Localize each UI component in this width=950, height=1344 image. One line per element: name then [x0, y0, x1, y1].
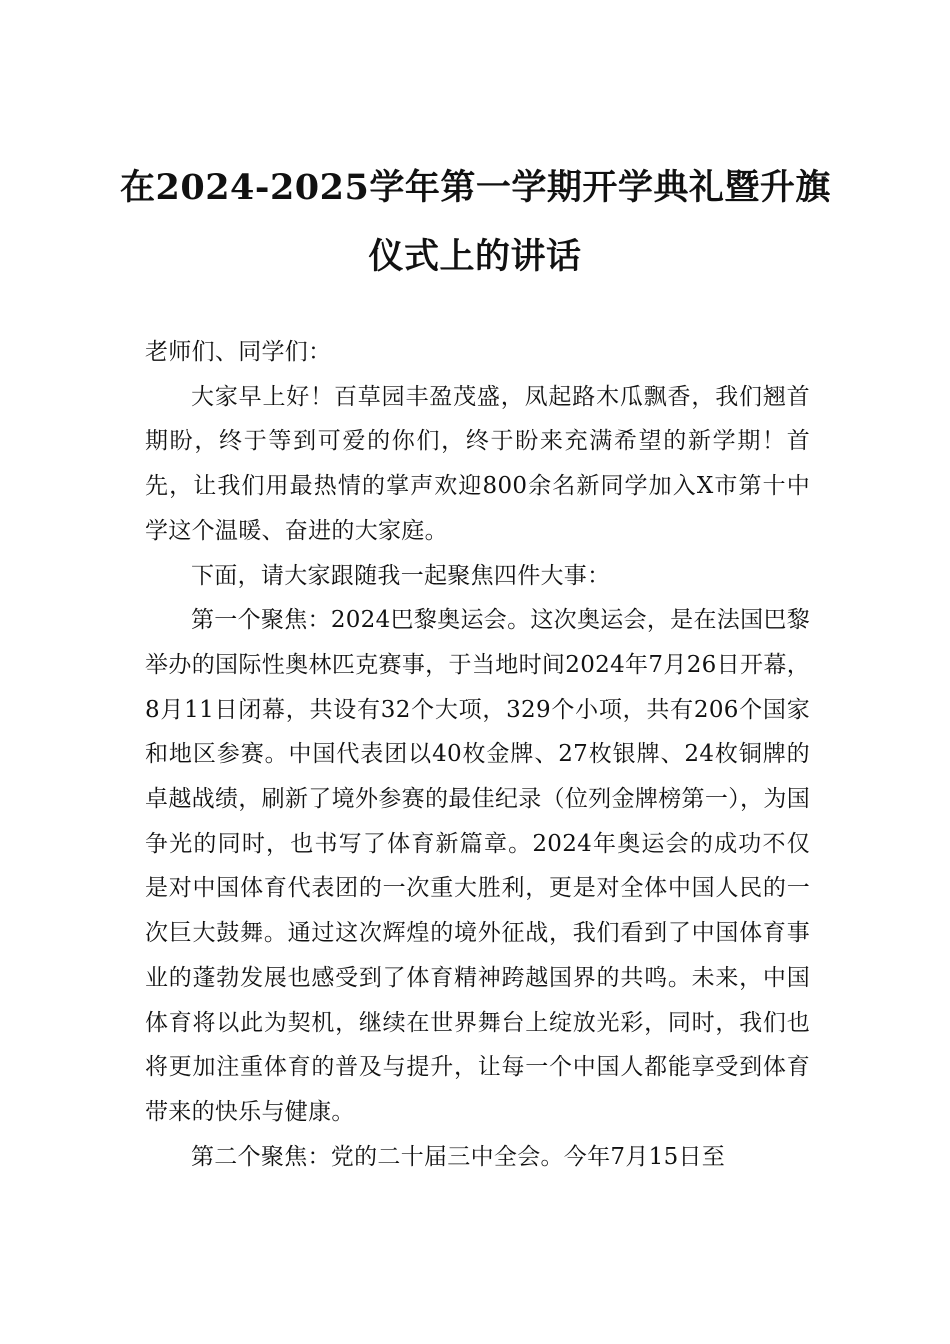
document-title-line-2: 仪式上的讲话: [368, 236, 582, 277]
document-body: [145, 330, 810, 1179]
paragraph-focus-two: 第二个聚焦：党的二十届三中全会。今年7月15日至: [191, 1143, 726, 1170]
paragraph-intro: 下面，请大家跟随我一起聚焦四件大事：: [191, 562, 611, 589]
salutation: 老师们、同学们：: [145, 339, 332, 365]
paragraph-greeting: 大家早上好！百草园丰盈茂盛，凤起路木瓜飘香，我们翘首期盼，终于等到可爱的你们，终于盼来充满希望的新学期！首先，让我们用最热情的掌声欢迎800余名新同学加入X市第十中学这个温暖、奋进的大家庭。: [145, 383, 810, 544]
document-title-line-1: 在2024-2025学年第一学期开学典礼暨升旗: [120, 167, 831, 208]
paragraph-focus-one: 第一个聚焦：2024巴黎奥运会。这次奥运会，是在法国巴黎举办的国际性奥林匹克赛事，于当地时间2024年7月26日开幕，8月11日闭幕，共设有32个大项，329个小项，共有206个国家和地区参赛。中国代表团以40枚金牌、27枚银牌、24枚铜牌的卓越战绩，刷新了境外参赛的最佳纪录（位列金牌榜第一），为国争光的同时，也书写了体育新篇章。2024年奥运会的成功不仅是对中国体育代表团的一次重大胜利，更是对全体中国人民的一次巨大鼓舞。通过这次辉煌的境外征战，我们看到了中国体育事业的蓬勃发展也感受到了体育精神跨越国界的共鸣。未来，中国体育将以此为契机，继续在世界舞台上绽放光彩，同时，我们也将更加注重体育的普及与提升，让每一个中国人都能享受到体育带来的快乐与健康。: [145, 607, 810, 1125]
